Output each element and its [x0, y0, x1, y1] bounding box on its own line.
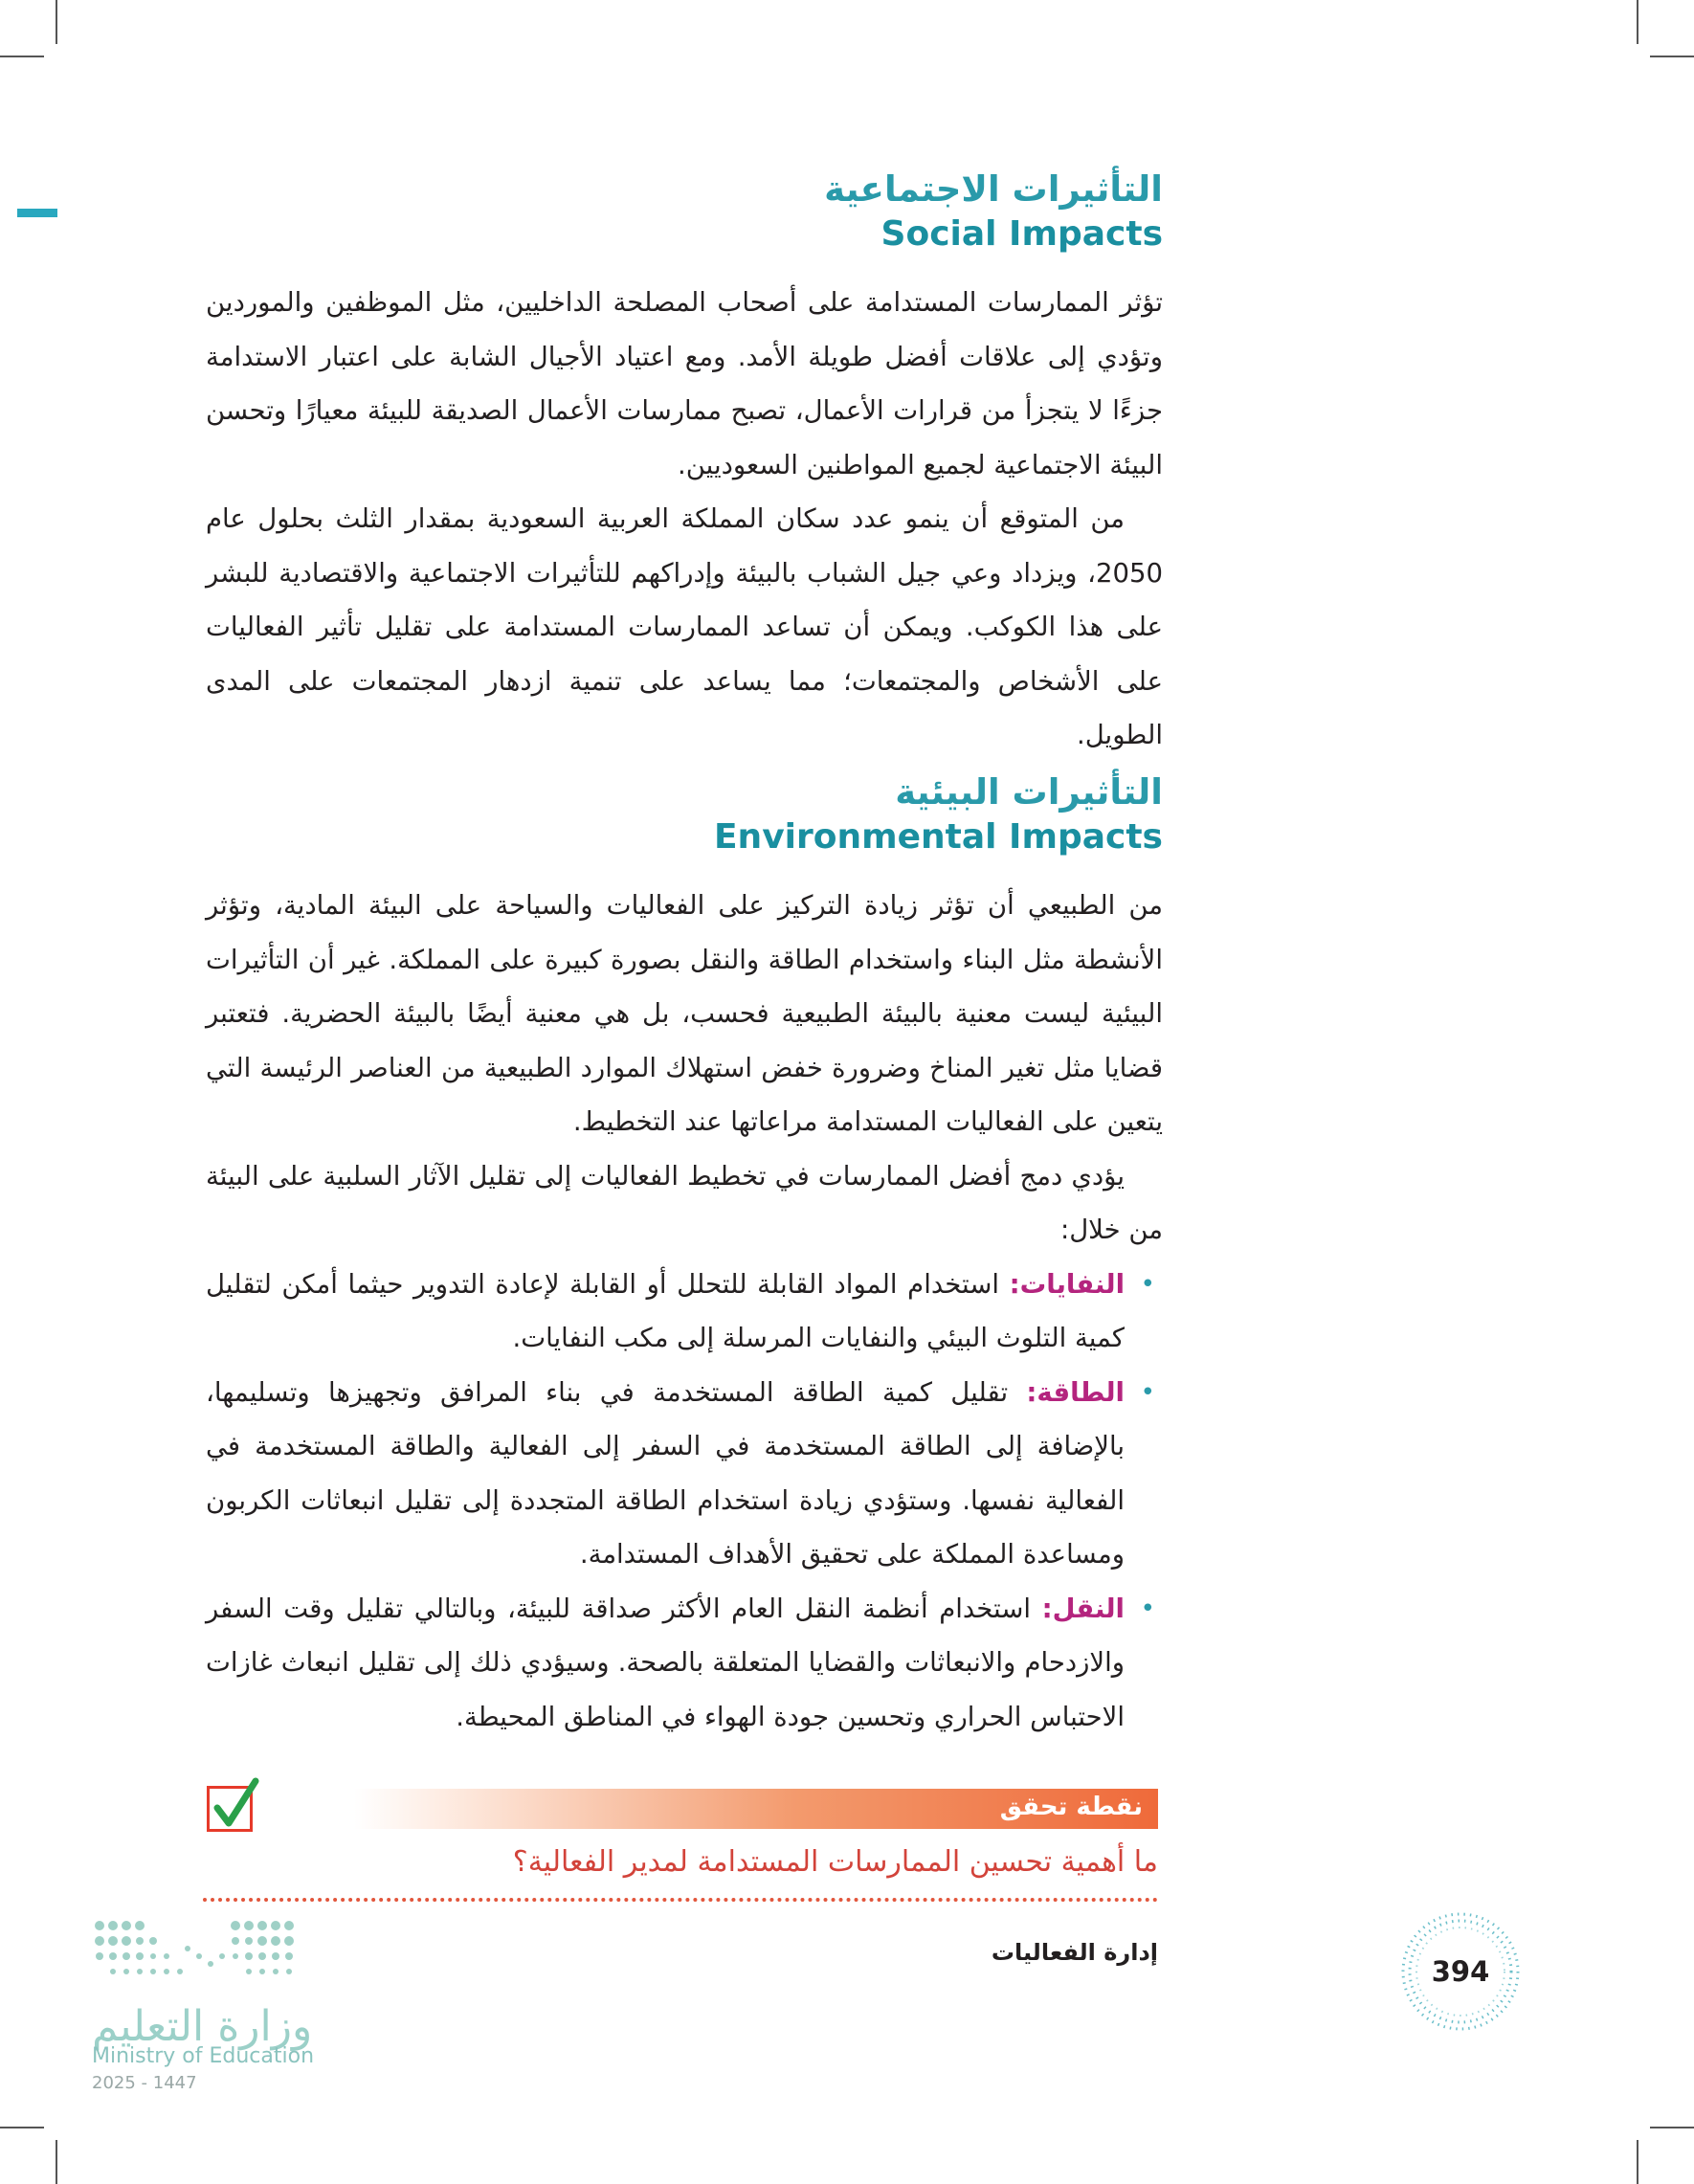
checkpoint-title: نقطة تحقق	[999, 1793, 1143, 1821]
checkpoint-question: ما أهمية تحسين الممارسات المستدامة لمدير الفعالية؟	[512, 1845, 1158, 1879]
environmental-bullet-list	[206, 1258, 1163, 1745]
checkpoint-banner	[354, 1789, 1158, 1829]
social-title-en: Social Impacts	[880, 214, 1163, 254]
bullet-icon: •	[1140, 1593, 1155, 1623]
bullet-text: تقليل كمية الطاقة المستخدمة في بناء المرافق وتجهيزها وتسليمها، بالإضافة إلى الطاقة المستخدمة في السفر إلى الفعالية والطاقة المستخدمة في الفعالية نفسها. وستؤدي زيادة استخدام الطاقة المتجددة إلى تقليل انبعاثات الكربون ومساعدة المملكة على تحقيق الأهداف المستدامة.	[206, 1376, 1125, 1570]
environmental-paragraph-1: من الطبيعي أن تؤثر زيادة التركيز على الفعاليات والسياحة على البيئة المادية، وتؤثر الأنشطة مثل البناء واستخدام الطاقة والنقل بصورة كبيرة على المملكة. غير أن التأثيرات البيئية ليست معنية بالبيئة الطبيعية فحسب، بل هي معنية أيضًا بالبيئة الحضرية. فتعتبر قضايا مثل تغير المناخ وضرورة خفض استهلاك الموارد الطبيعية من العناصر الرئيسة التي يتعين على الفعاليات المستدامة مراعاتها عند التخطيط.	[206, 890, 1163, 1137]
bullet-term: النفايات:	[1009, 1268, 1125, 1300]
list-item	[206, 1582, 1163, 1745]
social-impacts-body	[206, 276, 1163, 763]
social-paragraph-2: من المتوقع أن ينمو عدد سكان المملكة العربية السعودية بمقدار الثلث بحلول عام 2050، ويزداد وعي جيل الشباب بالبيئة وإدراكهم للتأثيرات الاجتماعية والاقتصادية للبشر على هذا الكوكب. ويمكن أن تساعد الممارسات المستدامة على تقليل تأثير الفعاليات على الأشخاص والمجتمعات؛ مما يساعد على تنمية ازدهار المجتمعات على المدى الطويل.	[206, 503, 1163, 750]
bullet-text: استخدام أنظمة النقل العام الأكثر صداقة للبيئة، وبالتالي تقليل وقت السفر والازدحام والانبعاثات والقضايا المتعلقة بالصحة. وسيؤدي ذلك إلى تقليل انبعاث غازات الاحتباس الحراري وتحسين جودة الهواء في المناطق المحيطة.	[206, 1593, 1125, 1732]
ministry-name-en: Ministry of Education	[92, 2044, 315, 2068]
crop-mark	[1637, 0, 1638, 44]
bullet-text: استخدام المواد القابلة للتحلل أو القابلة لإعادة التدوير حيثما أمكن لتقليل كمية التلوث البيئي والنفايات المرسلة إلى مكب النفايات.	[206, 1268, 1125, 1353]
bullet-icon: •	[1140, 1377, 1155, 1407]
check-icon	[208, 1775, 261, 1833]
crop-mark	[1637, 2140, 1638, 2184]
crop-mark	[1650, 56, 1694, 57]
social-impacts-heading	[206, 167, 1163, 257]
ministry-year: 2025 - 1447	[92, 2073, 197, 2093]
social-paragraph-1: تؤثر الممارسات المستدامة على أصحاب المصلحة الداخليين، مثل الموظفين والموردين وتؤدي إلى علاقات أفضل طويلة الأمد. ومع اعتياد الأجيال الشابة على اعتبار الاستدامة جزءًا لا يتجزأ من قرارات الأعمال، تصبح ممارسات الأعمال الصديقة للبيئة معيارًا وتحسن البيئة الاجتماعية لجميع المواطنين السعوديين.	[206, 287, 1163, 480]
bullet-term: الطاقة:	[1026, 1376, 1125, 1408]
crop-mark	[0, 2127, 44, 2128]
bullet-icon: •	[1140, 1269, 1155, 1299]
page-number: 394	[1431, 1955, 1490, 1988]
list-item	[206, 1366, 1163, 1582]
environmental-title-ar: التأثيرات البيئية	[895, 771, 1163, 813]
page-number-badge	[1397, 1908, 1524, 2035]
dotted-divider	[203, 1898, 1158, 1902]
crop-mark	[1650, 2127, 1694, 2128]
book-title: إدارة الفعاليات	[991, 1939, 1158, 1966]
environmental-impacts-body	[206, 879, 1163, 1744]
crop-mark	[0, 56, 44, 57]
environmental-impacts-heading	[206, 770, 1163, 860]
ministry-logo-icon	[92, 1914, 302, 2000]
list-item	[206, 1258, 1163, 1366]
ministry-name-ar: وزارة التعليم	[92, 2002, 313, 2051]
social-title-ar: التأثيرات الاجتماعية	[824, 168, 1163, 210]
environmental-title-en: Environmental Impacts	[713, 817, 1163, 857]
checkmark-box-icon	[207, 1786, 253, 1832]
crop-mark	[56, 0, 57, 44]
environmental-paragraph-2: يؤدي دمج أفضل الممارسات في تخطيط الفعاليات إلى تقليل الآثار السلبية على البيئة من خلال:	[206, 1160, 1163, 1245]
crop-mark	[56, 2140, 57, 2184]
bullet-term: النقل:	[1041, 1593, 1125, 1624]
side-accent-bar	[17, 209, 57, 217]
